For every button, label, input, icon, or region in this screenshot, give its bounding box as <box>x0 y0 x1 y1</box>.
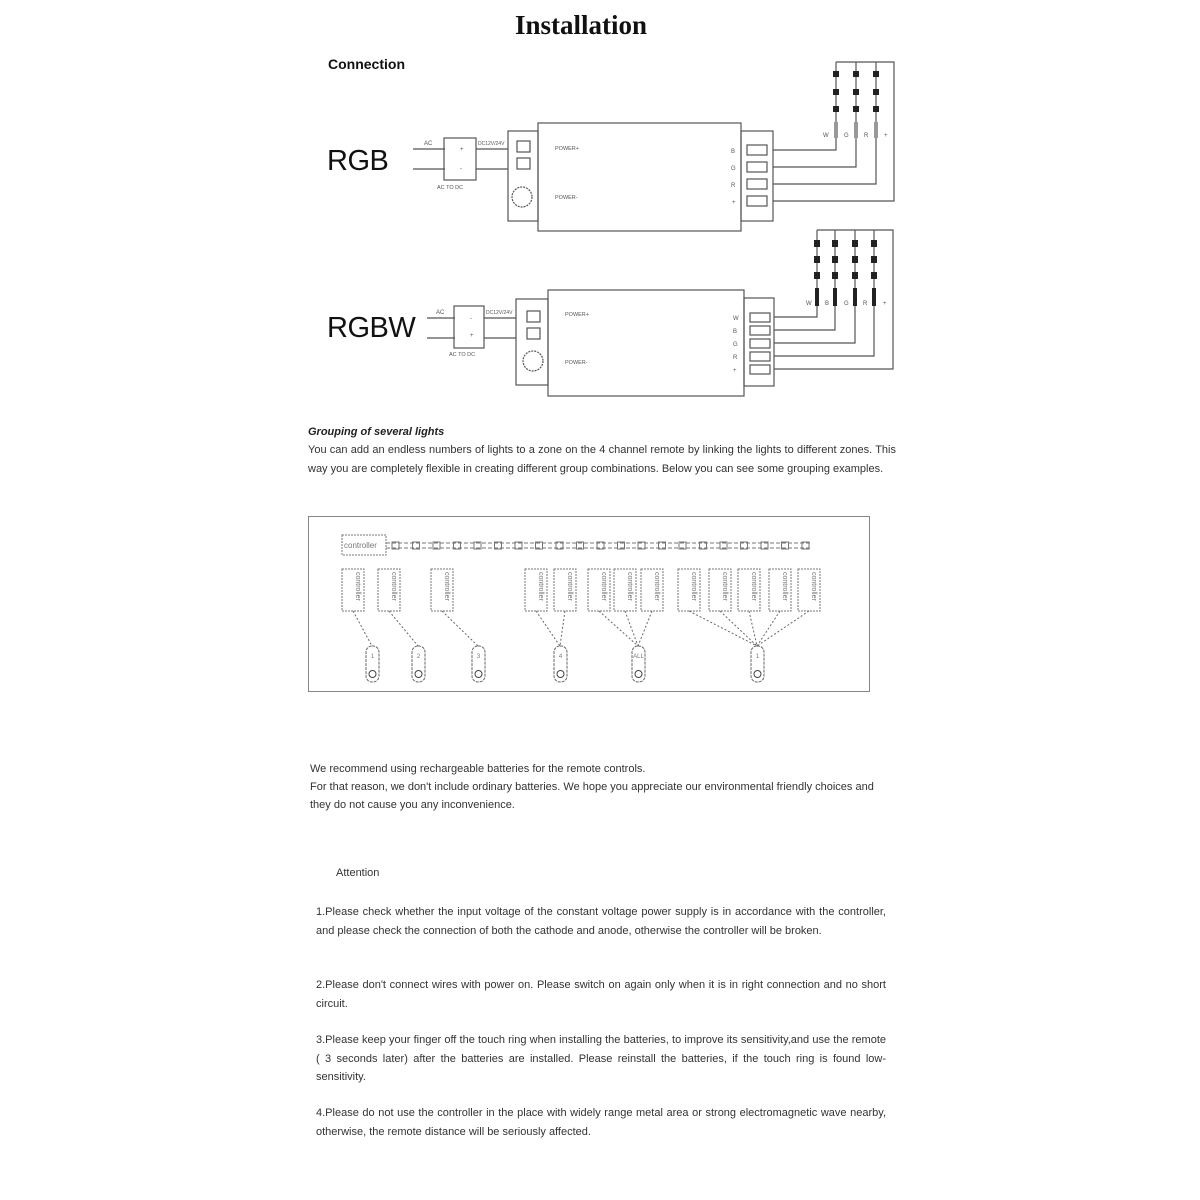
led-icon <box>871 272 877 279</box>
led-icon <box>814 256 820 263</box>
resistor-icon <box>874 122 878 138</box>
pin-label: R <box>733 355 738 361</box>
led-icon <box>814 240 820 247</box>
controller-body <box>538 123 741 231</box>
zone-controller-label: controller <box>537 572 544 601</box>
zone-controller-label: controller <box>626 572 633 601</box>
rgbw-label: RGBW <box>327 312 416 344</box>
group-2 <box>378 569 425 682</box>
ac-label: AC <box>436 310 445 316</box>
link-line <box>560 611 565 646</box>
remote-icon <box>554 646 567 682</box>
attention-item-4: 4.Please do not use the controller in the place with widely range metal area or strong electromagnetic wave nearby, otherwise, the remote distance will be seriously affected. <box>316 1107 886 1138</box>
terminal <box>747 179 767 189</box>
terminal <box>750 339 770 348</box>
led-icon <box>833 89 839 95</box>
grouping-title: Grouping of several lights <box>308 426 445 438</box>
remote-zone-label: ALL <box>633 654 644 660</box>
terminal <box>527 328 540 339</box>
zone-controller-label: controller <box>354 572 361 601</box>
zone-controller-label: controller <box>443 572 450 601</box>
group-1 <box>342 569 379 682</box>
pin-label: B <box>731 149 736 155</box>
remote-zone-label: 2 <box>416 654 421 660</box>
strip-label: G <box>844 301 849 307</box>
link-line <box>442 611 478 646</box>
converter-label: AC TO DC <box>449 352 476 358</box>
link-line <box>599 611 638 646</box>
wiring-diagram <box>0 0 1200 420</box>
led-strings <box>817 230 874 304</box>
strip-label: + <box>884 133 888 139</box>
strip-label: R <box>864 133 869 139</box>
ac-dc-converter <box>454 306 484 348</box>
remote-icon <box>412 646 425 682</box>
zone-controller-label: controller <box>600 572 607 601</box>
main-controller-label: controller <box>344 541 377 550</box>
resistor-icon <box>872 288 876 306</box>
remote-button-icon <box>415 671 422 678</box>
link-line <box>689 611 757 646</box>
ac-label: AC <box>424 141 433 147</box>
pin-label: B <box>733 329 738 335</box>
terminal <box>750 313 770 322</box>
pin-label: G <box>731 166 736 172</box>
link-line <box>638 611 652 646</box>
link-line <box>389 611 418 646</box>
pin-label: G <box>733 342 738 348</box>
output-wire <box>773 138 876 184</box>
zone-controller-label: controller <box>750 572 757 601</box>
dc-output-label: DC12V/24V <box>478 141 505 147</box>
led-icon <box>853 71 859 77</box>
power-plus-label: POWER+ <box>565 312 589 318</box>
group-4 <box>525 569 576 682</box>
remote-icon <box>632 646 645 682</box>
resistor-icon <box>854 122 858 138</box>
grouping-figure <box>308 516 870 692</box>
power-minus-label: POWER- <box>565 360 588 366</box>
converter-minus: + <box>470 333 474 339</box>
link-line <box>353 611 372 646</box>
group-6 <box>678 569 820 682</box>
battery-note-1: We recommend using rechargeable batteries for the remote controls. <box>310 763 646 775</box>
led-icon <box>852 256 858 263</box>
attention-heading: Attention <box>336 867 380 879</box>
group-5 <box>588 569 663 682</box>
zone-controller-label: controller <box>781 572 788 601</box>
strip-label: + <box>883 301 887 307</box>
receiver-circle <box>523 351 543 371</box>
attention-item-2: 2.Please don't connect wires with power on. Please switch on again only when it is in right connection and no short circuit. <box>316 979 886 1010</box>
zone-controller-label: controller <box>566 572 573 601</box>
output-wire <box>773 138 836 150</box>
zone-controller-label: controller <box>810 572 817 601</box>
power-minus-label: POWER- <box>555 195 578 201</box>
remote-button-icon <box>635 671 642 678</box>
remote-zone-label: 1 <box>370 654 375 660</box>
resistor-icon <box>834 122 838 138</box>
rgb-label: RGB <box>327 145 389 177</box>
remote-icon <box>751 646 764 682</box>
converter-label: AC TO DC <box>437 185 464 191</box>
remote-button-icon <box>754 671 761 678</box>
led-icon <box>871 240 877 247</box>
led-icons-rgbw <box>814 240 877 306</box>
zone-controller-label: controller <box>390 572 397 601</box>
led-icon <box>853 89 859 95</box>
output-wire <box>773 138 856 167</box>
attention-item-1: 1.Please check whether the input voltage of the constant voltage power supply is in accordance with the controller, and please check the connection of both the cathode and anode, otherwise the controller will be broken. <box>316 906 886 937</box>
grouping-description: You can add an endless numbers of lights to a zone on the 4 channel remote by linking the lights to different zones. This way you are completely flexible in creating different group combinations. Below you can see some grouping examples. <box>308 444 896 475</box>
receiver-circle <box>512 187 532 207</box>
remote-button-icon <box>557 671 564 678</box>
strip-label: G <box>844 133 849 139</box>
terminal <box>747 162 767 172</box>
power-plus-label: POWER+ <box>555 146 579 152</box>
remote-zone-label: 4 <box>558 654 563 660</box>
remote-zone-label: 3 <box>476 654 481 660</box>
controller-input-block <box>516 299 548 385</box>
led-icon <box>833 106 839 112</box>
remote-icon <box>472 646 485 682</box>
resistor-icon <box>815 288 819 306</box>
converter-plus: + <box>460 147 464 153</box>
converter-minus: - <box>460 166 462 172</box>
strip-label: R <box>863 301 868 307</box>
led-icon <box>873 71 879 77</box>
terminal <box>527 311 540 322</box>
led-icon <box>832 272 838 279</box>
pin-label: W <box>733 316 739 322</box>
dc-output-label: DC12V/24V <box>486 310 513 316</box>
remote-button-icon <box>369 671 376 678</box>
link-line <box>536 611 560 646</box>
link-line <box>757 611 780 646</box>
led-icon <box>873 89 879 95</box>
pin-label: R <box>731 183 736 189</box>
group-3 <box>431 569 485 682</box>
remote-button-icon <box>475 671 482 678</box>
pin-label: + <box>732 200 736 206</box>
terminal <box>747 145 767 155</box>
page-title: Installation <box>514 10 648 40</box>
controller-body <box>548 290 744 396</box>
strip-label: B <box>825 301 830 307</box>
led-icon <box>852 272 858 279</box>
terminal <box>750 326 770 335</box>
resistor-icon <box>853 288 857 306</box>
strip-label: W <box>806 301 812 307</box>
terminal <box>517 158 530 169</box>
terminal <box>750 365 770 374</box>
terminal <box>747 196 767 206</box>
led-icon <box>814 272 820 279</box>
connection-heading: Connection <box>328 56 405 72</box>
strip-label: W <box>823 133 829 139</box>
resistor-icon <box>833 288 837 306</box>
link-line <box>749 611 757 646</box>
led-icon <box>833 71 839 77</box>
zone-controller-label: controller <box>690 572 697 601</box>
remote-zone-label: 1 <box>755 654 760 660</box>
pin-label: + <box>733 368 737 374</box>
remote-icon <box>366 646 379 682</box>
battery-note-2: For that reason, we don't include ordinary batteries. We hope you appreciate our environmental friendly choices and they do not cause you any inconvenience. <box>310 781 874 811</box>
led-icon <box>832 240 838 247</box>
terminal <box>750 352 770 361</box>
terminal <box>517 141 530 152</box>
led-icon <box>832 256 838 263</box>
converter-plus: - <box>470 316 472 322</box>
output-wire <box>774 304 855 343</box>
led-icon <box>853 106 859 112</box>
zone-controller-label: controller <box>653 572 660 601</box>
attention-item-3: 3.Please keep your finger off the touch ring when installing the batteries, to improve its sensitivity,and use the remote ( 3 seconds later) after the batteries are installed. Please reinstall the batteries, if the touch ring is found low-sensitivity. <box>316 1034 886 1083</box>
led-icon <box>871 256 877 263</box>
zone-controller-label: controller <box>721 572 728 601</box>
controller-input-block <box>508 131 538 221</box>
led-icon <box>852 240 858 247</box>
link-line <box>720 611 757 646</box>
link-line <box>757 611 809 646</box>
ac-dc-converter <box>444 138 476 180</box>
led-icon <box>873 106 879 112</box>
